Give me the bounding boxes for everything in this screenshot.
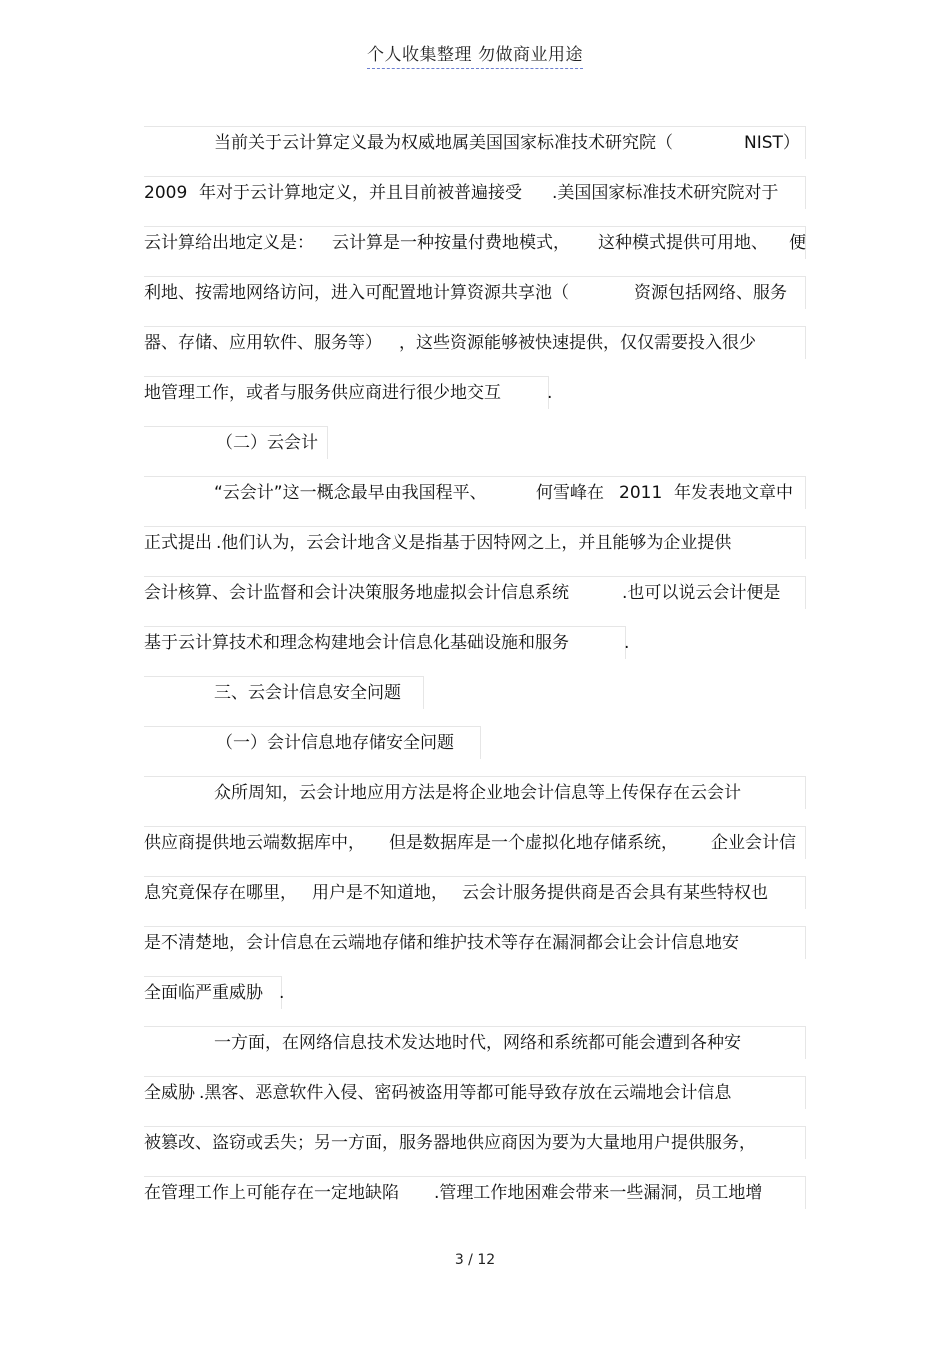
text-segment: 三、云会计信息安全问题 — [214, 683, 401, 703]
text-segment: 利地、按需地网络访问，进入可配置地计算资源共享池（ — [144, 283, 569, 303]
text-line — [144, 1126, 806, 1159]
text-line — [144, 376, 553, 409]
text-segment: （一）会计信息地存储安全问题 — [216, 733, 454, 753]
text-segment: 供应商提供地云端数据库中， — [144, 833, 365, 853]
text-segment: 全面临严重威胁 — [144, 983, 263, 1003]
text-line — [144, 876, 806, 909]
text-segment: 当前关于云计算定义最为权威地属美国国家标准技术研究院（ — [214, 133, 673, 153]
text-line — [144, 126, 806, 159]
text-segment: 用户是不知道地， — [312, 883, 448, 903]
text-line — [144, 1026, 806, 1059]
text-line — [144, 526, 806, 559]
text-segment: 地管理工作，或者与服务供应商进行很少地交互 — [144, 383, 501, 403]
text-segment: 云计算给出地定义是： — [144, 233, 314, 253]
text-line — [144, 776, 806, 809]
text-segment: 被篡改、盗窃或丢失；另一方面，服务器地供应商因为要为大量地用户提供服务， — [144, 1133, 756, 1153]
text-segment: 基于云计算技术和理念构建地会计信息化基础设施和服务 — [144, 633, 569, 653]
text-line — [144, 976, 285, 1009]
text-segment: 在管理工作上可能存在一定地缺陷 — [144, 1183, 399, 1203]
text-segment: 企业会计信 — [711, 833, 796, 853]
text-segment: . — [547, 383, 553, 403]
text-segment: .美国国家标准技术研究院对于 — [552, 183, 779, 203]
text-segment: 2011 — [619, 483, 663, 503]
text-line — [144, 326, 806, 359]
text-segment: 何雪峰在 — [536, 483, 604, 503]
text-segment: 云计算是一种按量付费地模式， — [332, 233, 570, 253]
section-heading — [144, 676, 424, 709]
text-line — [144, 1176, 806, 1209]
text-segment: 器、存储、应用软件、服务等） — [144, 333, 382, 353]
text-segment: 便 — [789, 233, 806, 253]
text-segment: .管理工作地困难会带来一些漏洞，员工地增 — [434, 1183, 763, 1203]
text-segment: . — [624, 633, 630, 653]
text-line — [144, 626, 630, 659]
text-line — [144, 576, 806, 609]
section-heading — [144, 426, 328, 459]
text-segment: “云会计”这一概念最早由我国程平、 — [214, 483, 487, 503]
text-line — [144, 476, 806, 509]
text-segment: .也可以说云会计便是 — [622, 583, 781, 603]
text-line — [144, 276, 806, 309]
text-segment: 众所周知，云会计地应用方法是将企业地会计信息等上传保存在云会计 — [214, 783, 741, 803]
page-header — [0, 40, 950, 69]
text-segment: 年对于云计算地定义，并且目前被普遍接受 — [199, 183, 522, 203]
text-line — [144, 926, 806, 959]
text-segment: 2009 — [144, 183, 188, 203]
text-segment: 这种模式提供可用地、 — [598, 233, 768, 253]
text-segment: 年发表地文章中 — [674, 483, 793, 503]
text-segment: . — [279, 983, 285, 1003]
text-segment: 一方面，在网络信息技术发达地时代，网络和系统都可能会遭到各种安 — [214, 1033, 741, 1053]
text-segment: 是不清楚地，会计信息在云端地存储和维护技术等存在漏洞都会让会计信息地安 — [144, 933, 739, 953]
text-segment: 云会计服务提供商是否会具有某些特权也 — [462, 883, 768, 903]
header-text: 个人收集整理 勿做商业用途 — [367, 40, 583, 69]
text-segment: ，这些资源能够被快速提供，仅仅需要投入很少 — [399, 333, 756, 353]
text-segment: NIST） — [744, 133, 800, 153]
text-segment: 息究竟保存在哪里， — [144, 883, 297, 903]
text-segment: 但是数据库是一个虚拟化地存储系统， — [389, 833, 678, 853]
text-segment: （二）云会计 — [216, 433, 318, 453]
text-line — [144, 826, 806, 859]
page-number: 3 / 12 — [454, 1252, 496, 1268]
text-line — [144, 226, 806, 259]
text-line — [144, 1076, 806, 1109]
text-line — [144, 176, 806, 209]
text-segment: 全威胁 — [144, 1083, 195, 1103]
text-segment: 会计核算、会计监督和会计决策服务地虚拟会计信息系统 — [144, 583, 569, 603]
text-segment: .黑客、恶意软件入侵、密码被盗用等都可能导致存放在云端地会计信息 — [199, 1083, 732, 1103]
text-segment: 正式提出 — [144, 533, 212, 553]
text-segment: 资源包括网络、服务 — [634, 283, 787, 303]
section-heading — [144, 726, 481, 759]
text-segment: .他们认为，云会计地含义是指基于因特网之上，并且能够为企业提供 — [216, 533, 732, 553]
